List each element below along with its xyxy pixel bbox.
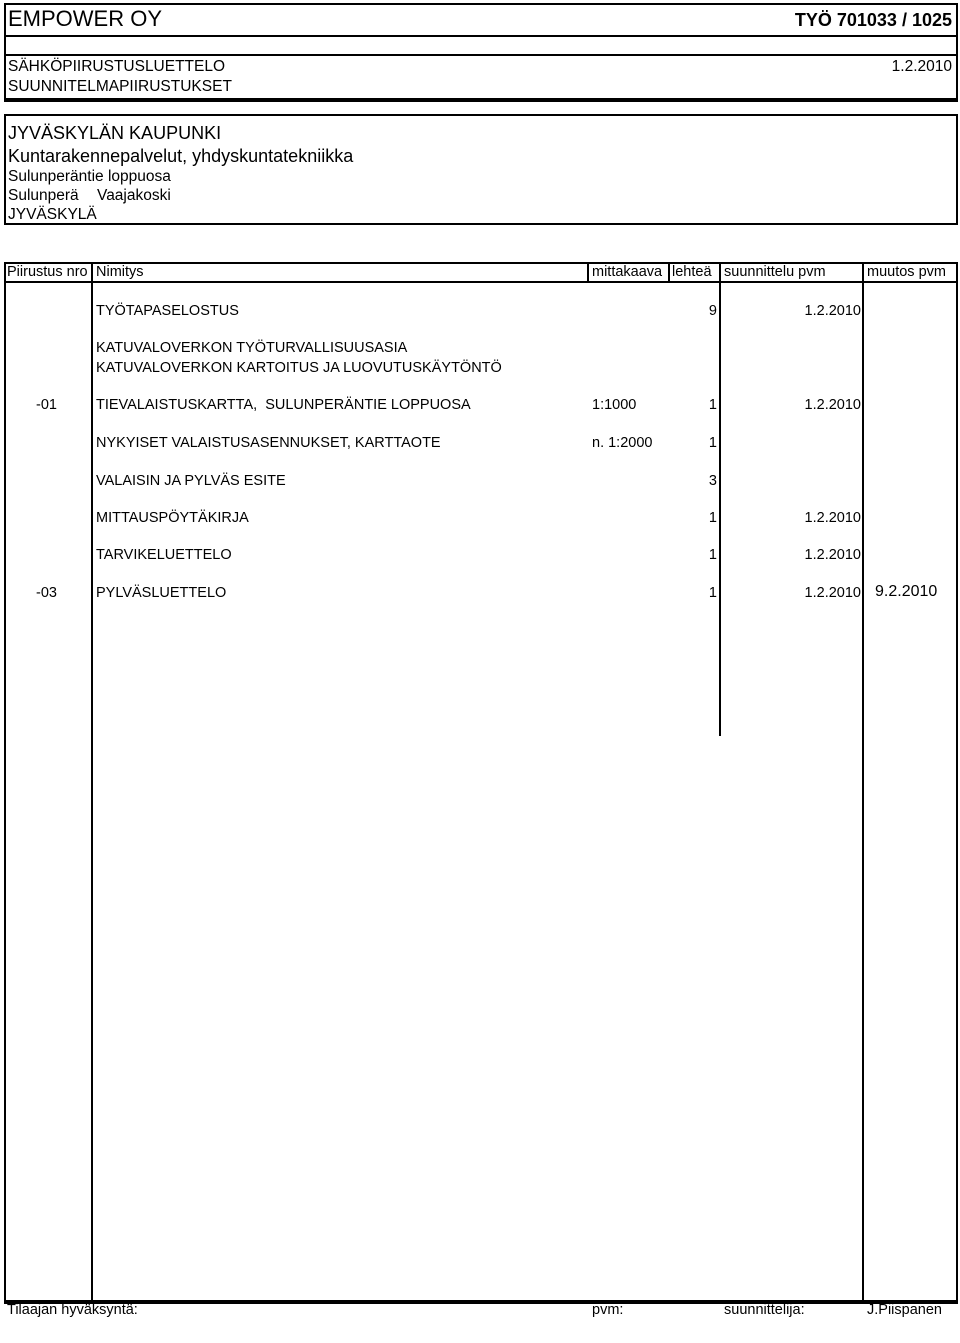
col-divider-sheets-body [719,281,721,736]
company-name: EMPOWER OY [8,6,163,31]
row-name: KATUVALOVERKON TYÖTURVALLISUUSASIA [96,340,408,356]
col-header-change-date: muutos pvm [867,264,946,280]
col-header-nro: Piirustus nro [7,264,88,280]
row-sheets: 1 [708,435,717,451]
row-sheets: 1 [708,397,717,413]
col-divider-design [862,262,864,281]
row-change-date: 9.2.2010 [875,583,938,600]
row-design-date: 1.2.2010 [804,547,861,563]
row-design-date: 1.2.2010 [804,397,861,413]
client-department: Kuntarakennepalvelut, yhdyskuntatekniikka [8,146,354,166]
row-design-date: 1.2.2010 [804,303,861,319]
col-header-design-date: suunnittelu pvm [724,264,826,280]
table-body-divider [4,1300,958,1304]
col-divider-design-body [862,281,864,1301]
row-sheets: 3 [708,473,717,489]
row-sheets: 9 [708,303,717,319]
row-scale: n. 1:2000 [592,435,653,451]
footer-approval-label: Tilaajan hyväksyntä: [7,1302,138,1318]
col-divider-scale [668,262,670,281]
row-name: VALAISIN JA PYLVÄS ESITE [96,473,286,489]
row-scale: 1:1000 [592,397,637,413]
row-sheets: 1 [708,547,717,563]
row-design-date: 1.2.2010 [804,585,861,601]
project-district: Vaajakoski [97,187,171,204]
col-divider-sheets [719,262,721,281]
list-date: 1.2.2010 [891,58,952,75]
list-title: SÄHKÖPIIRUSTUSLUETTELO [8,58,226,75]
row-nro: -03 [36,585,57,601]
row-name: NYKYISET VALAISTUSASENNUKSET, KARTTAOTE [96,435,441,451]
row-name: TYÖTAPASELOSTUS [96,303,239,319]
col-divider-nro [91,262,93,281]
row-name: TARVIKELUETTELO [96,547,232,563]
row-sheets: 1 [708,510,717,526]
row-sheets: 1 [708,585,717,601]
col-divider-name [587,262,589,281]
row-name: MITTAUSPÖYTÄKIRJA [96,510,249,526]
header-divider-3 [4,98,958,102]
client-name: JYVÄSKYLÄN KAUPUNKI [8,123,222,143]
drawing-list-table [4,262,958,1302]
project-area: Sulunperä [8,187,79,204]
header-divider-2 [4,54,958,56]
col-header-sheets: lehteä [672,264,712,280]
col-divider-nro-body [91,281,93,1301]
row-name: PYLVÄSLUETTELO [96,585,227,601]
row-nro: -01 [36,397,57,413]
col-header-scale: mittakaava [592,264,663,280]
list-subtitle: SUUNNITELMAPIIRUSTUKSET [8,78,232,95]
project-city: JYVÄSKYLÄ [8,206,97,223]
footer-date-label: pvm: [592,1302,624,1318]
project-name: Sulunperäntie loppuosa [8,168,171,185]
footer-designer-name: J.Piispanen [867,1302,942,1318]
footer-designer-label: suunnittelija: [724,1302,805,1318]
row-name: TIEVALAISTUSKARTTA, SULUNPERÄNTIE LOPPUOSA [96,397,471,413]
row-name: KATUVALOVERKON KARTOITUS JA LUOVUTUSKÄYTÖNTÖ [96,360,502,376]
row-design-date: 1.2.2010 [804,510,861,526]
table-header-divider [4,281,958,283]
job-number: TYÖ 701033 / 1025 [794,10,952,30]
col-header-name: Nimitys [96,264,144,280]
header-divider-1 [4,35,958,37]
